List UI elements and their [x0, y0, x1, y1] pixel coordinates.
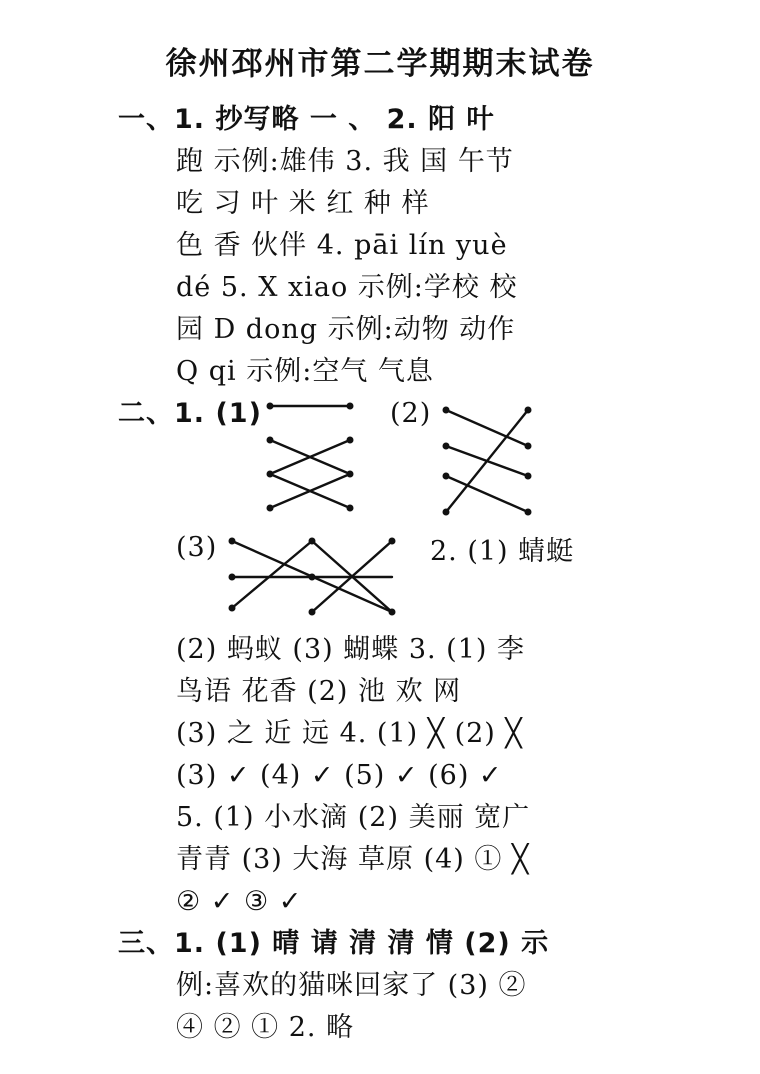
section2-line-2: 鸟语 花香 (2) 池 欢 网: [176, 676, 462, 707]
match-dot: [443, 443, 450, 450]
section1-line-7: Q qi 示例:空气 气息: [176, 356, 434, 387]
match-line: [270, 474, 350, 508]
match-dot: [267, 403, 274, 410]
match-line: [446, 446, 528, 476]
section3-line-1: 三、1. (1) 晴 请 清 清 情 (2) 示: [118, 928, 550, 959]
page-title: 徐州邳州市第二学期期末试卷: [165, 46, 595, 82]
section1-line-1: 一、1. 抄写略 一 、 2. 阳 叶: [118, 104, 495, 135]
match-dot: [347, 403, 354, 410]
section1-line-6: 园 D dong 示例:动物 动作: [176, 314, 516, 345]
match-dot: [309, 609, 316, 616]
match-line: [270, 474, 350, 508]
match-dot: [309, 574, 316, 581]
section2-line-3: (3) 之 近 远 4. (1) ╳ (2) ╳: [176, 718, 523, 749]
section1-line-4: 色 香 伙伴 4. pāi lín yuè: [176, 230, 508, 261]
section2-head: 二、1. (1): [118, 398, 262, 429]
match-dot: [389, 609, 396, 616]
match-dot: [389, 538, 396, 545]
match-dot: [267, 505, 274, 512]
section2-item2-line: 2. (1) 蜻蜓: [430, 536, 575, 567]
match-dot: [347, 505, 354, 512]
match-dot: [267, 471, 274, 478]
match-dot: [525, 473, 532, 480]
match-dot: [347, 437, 354, 444]
section1-line-2: 跑 示例:雄伟 3. 我 国 午节: [176, 146, 514, 177]
section3-line-2: 例:喜欢的猫咪回家了 (3) ②: [176, 970, 527, 1001]
match-dot: [525, 509, 532, 516]
match-dot: [443, 509, 450, 516]
section1-line-5: dé 5. X xiao 示例:学校 校: [176, 272, 518, 303]
match-dot: [229, 605, 236, 612]
section2-line-7: ② ✓ ③ ✓: [176, 886, 303, 917]
section2-line-5: 5. (1) 小水滴 (2) 美丽 宽广: [176, 802, 531, 833]
match-line: [312, 541, 392, 612]
matching-diagram-3: [229, 538, 396, 616]
match-line: [232, 541, 392, 612]
match-dot: [443, 407, 450, 414]
section3-line-3: ④ ② ① 2. 略: [176, 1012, 355, 1043]
matching-label-2: (2): [390, 398, 432, 429]
match-line: [446, 476, 528, 512]
match-dot: [229, 538, 236, 545]
match-line: [446, 410, 528, 512]
match-dot: [309, 538, 316, 545]
section2-line-1: (2) 蚂蚁 (3) 蝴蝶 3. (1) 李: [176, 634, 525, 665]
match-line: [270, 440, 350, 474]
matching-label-3: (3): [176, 532, 218, 563]
section1-line-3: 吃 习 叶 米 红 种 样: [176, 188, 430, 219]
match-line: [446, 410, 528, 446]
matching-diagram-1: [267, 403, 354, 512]
section2-line-6: 青青 (3) 大海 草原 (4) ① ╳: [176, 844, 530, 875]
matching-diagram-2: [443, 407, 532, 516]
match-line: [312, 541, 392, 612]
match-dot: [525, 407, 532, 414]
match-line: [232, 541, 312, 608]
match-line: [270, 440, 350, 474]
match-dot: [525, 443, 532, 450]
match-dot: [443, 473, 450, 480]
match-dot: [229, 574, 236, 581]
match-dot: [347, 471, 354, 478]
match-dot: [267, 437, 274, 444]
section2-line-4: (3) ✓ (4) ✓ (5) ✓ (6) ✓: [176, 760, 503, 791]
